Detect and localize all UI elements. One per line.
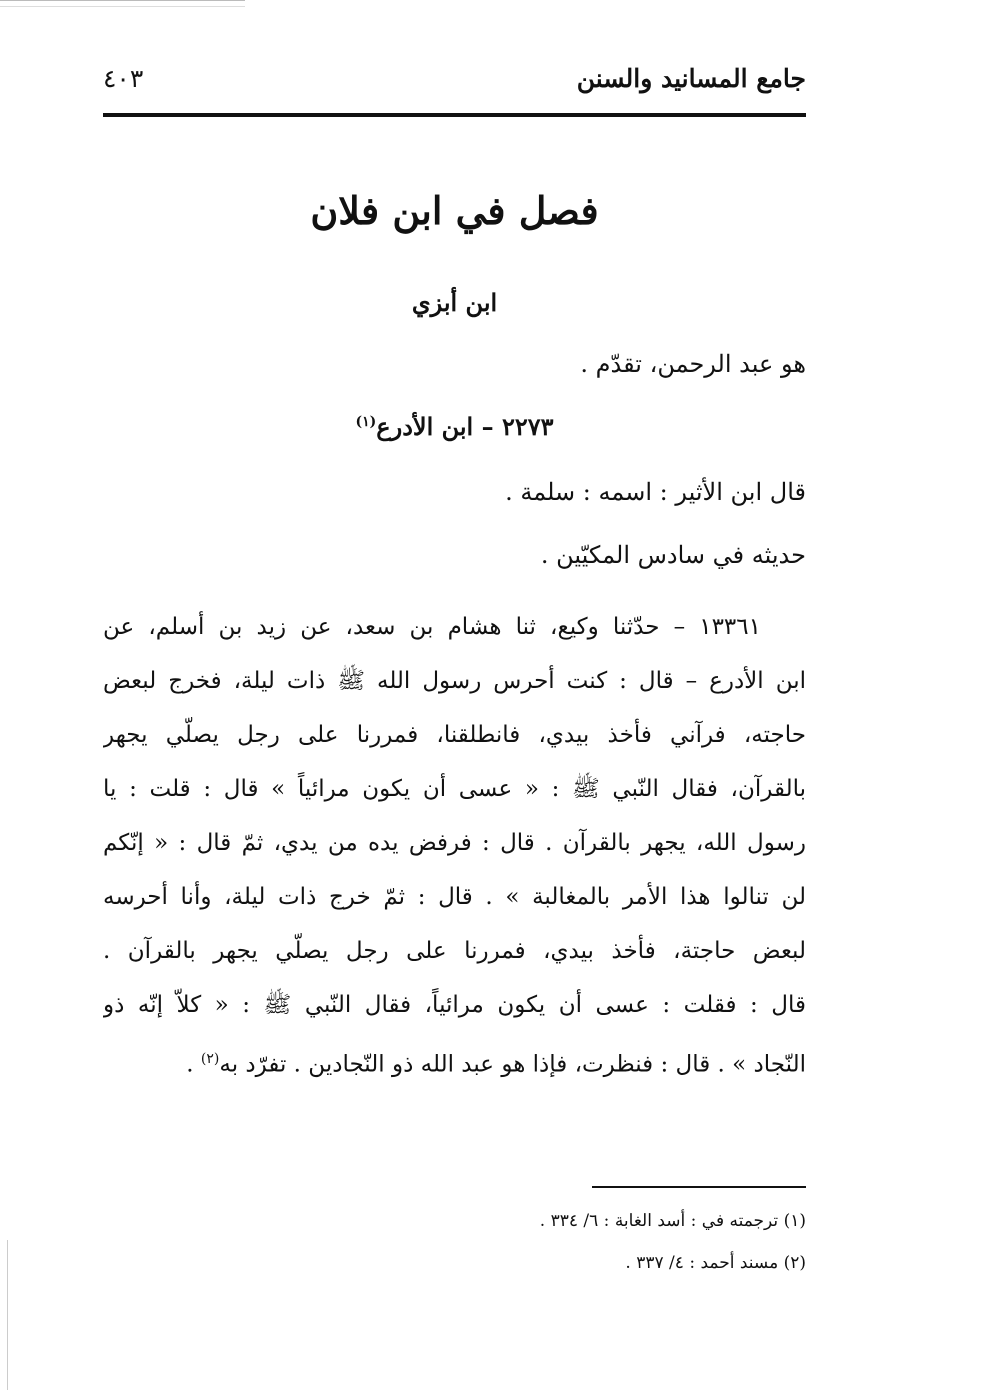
entry-number: ٢٢٧٣ (501, 412, 554, 441)
paragraph-line: لن تنالوا هذا الأمر بالمغالبة » . قال : ثمّ خرج ذات ليلة، وأنا أحرسه (103, 884, 806, 910)
paragraph-line: لبعض حاجتة، فأخذ بيدي، فمررنا على رجل يصلّي يجهر بالقرآن . (103, 938, 806, 964)
paragraph-line: رسول الله، يجهر بالقرآن . قال : فرفض يده من يدي، ثمّ قال : « إنّكم (103, 830, 806, 856)
intro-line: هو عبد الرحمن، تقدّم . (580, 350, 806, 378)
scan-edge-mark (7, 1240, 8, 1390)
paragraph-end: . (186, 1051, 201, 1078)
footnote-rule (592, 1186, 806, 1188)
footnote-ref: (١) (355, 414, 377, 430)
entry-heading (103, 412, 806, 441)
text-line: حديثه في سادس المكيّين . (540, 541, 806, 569)
header-rule (103, 113, 806, 117)
scan-edge-mark (0, 0, 245, 1)
footnote: (٢) مسند أحمد : ٤/ ٣٣٧ . (625, 1253, 806, 1273)
page-header (103, 62, 806, 112)
hadith-paragraph (103, 600, 806, 1086)
entry-dash: – (473, 412, 494, 441)
page-number: ٤٠٣ (103, 64, 144, 93)
paragraph-line: ١٣٣٦١ – حدّثنا وكيع، ثنا هشام بن سعد، عن زيد بن أسلم، عن (103, 614, 761, 640)
scan-edge-mark (0, 6, 245, 7)
paragraph-line: حاجته، فرآني فأخذ بيدي، فانطلقنا، فمررنا على رجل يصلّي يجهر (103, 722, 806, 748)
paragraph-line: ابن الأدرع – قال : كنت أحرس رسول الله ﷺ ذات ليلة، فخرج لبعض (103, 668, 806, 694)
chapter-title: فصل في ابن فلان (310, 188, 599, 233)
footnote-ref: (٢) (200, 1051, 220, 1067)
paragraph-last-text: النّجاد » . قال : فنظرت، فإذا هو عبد الله ذو النّجادين . تفرّد به (219, 1051, 806, 1078)
paragraph-line: قال : فقلت : عسى أن يكون مرائياً، فقال النّبي ﷺ : « كلاّ إنّه ذو (103, 992, 806, 1018)
text-line: قال ابن الأثير : اسمه : سلمة . (505, 478, 806, 506)
sub-heading: ابن أبزي (411, 288, 498, 317)
entry-name: ابن الأدرع (376, 412, 474, 441)
paragraph-line: بالقرآن، فقال النّبي ﷺ : « عسى أن يكون مرائياً » قال : قلت : يا (103, 776, 806, 802)
footnote: (١) ترجمته في : أسد الغابة : ٦/ ٣٣٤ . (539, 1211, 806, 1231)
paragraph-line-last (103, 1032, 806, 1086)
running-title: جامع المسانيد والسنن (576, 64, 806, 93)
